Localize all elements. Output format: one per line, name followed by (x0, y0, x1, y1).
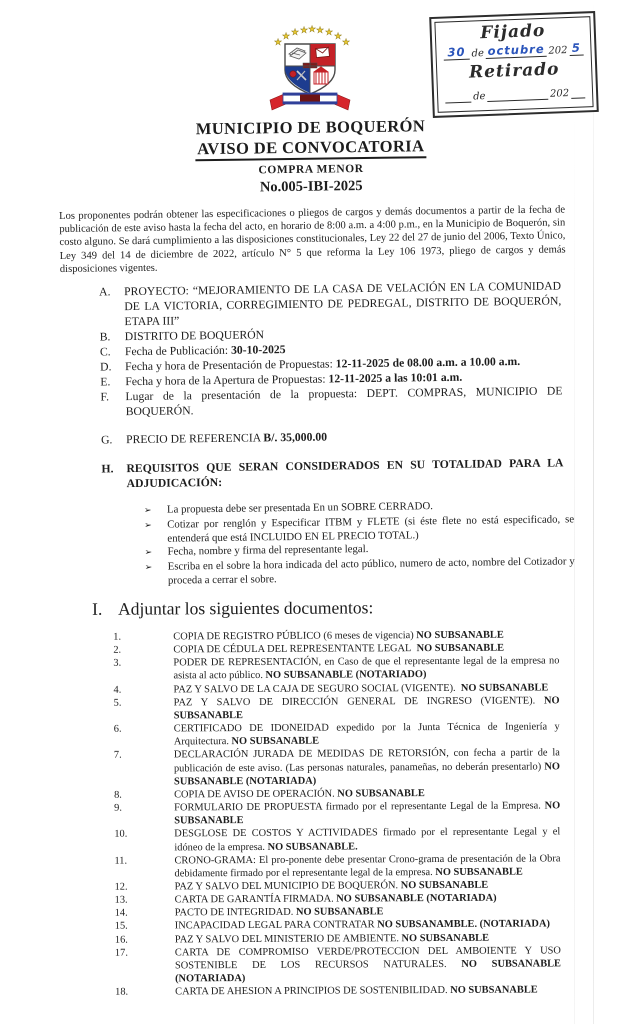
stamp-month-handwritten: octubre (487, 41, 545, 58)
document-item-4: 4. PAZ Y SALVO DE LA CAJA DE SEGURO SOCIAL (VIGENTE). NO SUBSANABLE (113, 682, 549, 696)
stamp-fijado-label: Fijado (479, 20, 546, 44)
lettered-item-d: D. Fecha y hora de Presentación de Propuestas: 12-11-2025 de 08.00 a.m. a 10.00 a.m. (100, 354, 521, 374)
document-header (0, 0, 621, 200)
documents-numbered-list (113, 629, 561, 1000)
document-title: AVISO DE CONVOCATORIA (195, 137, 426, 161)
svg-text:★: ★ (325, 28, 334, 38)
lettered-item-e: E. Fecha y hora de la Apertura de Propuestas: 12-11-2025 a las 10:01 a.m. (100, 370, 463, 389)
document-item-14: 14. PACTO DE INTEGRIDAD. NO SUBSANABLE (114, 906, 384, 920)
stamp-year-digit-handwritten: 5 (569, 40, 584, 56)
document-item-6: 6. CERTIFICADO DE IDONEIDAD expedido por la Junta Técnica de Ingeniería y Arquitectura. NO SUBSANABLE (113, 721, 560, 749)
document-item-3: 3. PODER DE REPRESENTACIÓN, en Caso de que el representante legal de la empresa no asista al acto público. NO SUBSANABLE (NOTARIADO) (113, 656, 560, 683)
svg-text:★: ★ (300, 26, 309, 36)
lettered-item-g: G. PRECIO DE REFERENCIA B/. 35,000.00 (100, 431, 328, 447)
bullet-item: ➢ La propuesta debe ser presentada En un SOBRE CERRADO. (144, 498, 574, 518)
lettered-item-f: F. Lugar de la presentación de la propuesta: DEPT. COMPRAS, MUNICIPIO DE BOQUERÓN. (100, 384, 563, 418)
intro-paragraph: Los proponentes podrán obtener las especificaciones o pliegos de cargos y demás documentos a partir de la fecha de publicación de este aviso hasta la fecha del acto, en horario de 8:00 a.m. a 4:00 p.m., en la Municipio de Boquerón, sin costo alguno. Se dará cumplimiento a las disposiciones constitucionales, Ley 22 del 27 de junio del 2006, Texto Único, Ley 349 del 14 de diciembre de 2022, artículo N° 5 que reforma la Ley 106 1973, pliego de cargos y demás disposiciones vigentes. (59, 204, 566, 276)
document-item-7: 7. DECLARACIÓN JURADA DE MEDIDAS DE RETORSIÓN, con fecha a partir de la publicación de este aviso. (Las personas naturales, panameñas, no deberán presentarlo) NO SUBSANABLE (NOTARIADA) (113, 748, 560, 788)
document-item-12: 12. PAZ Y SALVO DEL MUNICIPIO DE BOQUERÓN. NO SUBSANABLE (114, 880, 489, 894)
section-i-heading: I. Adjuntar los siguientes documentos: (92, 597, 374, 620)
stamp-day-handwritten: 30 (443, 45, 470, 61)
stamp-retirado-label: Retirado (468, 59, 560, 83)
bullet-item: ➢ Cotizar por renglón y Especificar ITBM y FLETE (si éste flete no está especificado, se entenderá que está INCLUIDO EN EL PRECIO TOTAL.) (144, 513, 574, 546)
stamp-year-prefix: 202 (548, 45, 568, 57)
arrow-bullet-icon: ➢ (144, 548, 153, 559)
document-item-11: 11. CRONO-GRAMA: El pro-ponente debe presentar Crono-grama de presentación de la Obra debidamente firmado por el representante legal de la empresa. NO SUBSANABLE (114, 853, 561, 880)
arrow-bullet-icon: ➢ (144, 520, 152, 531)
svg-text:★: ★ (334, 32, 343, 42)
municipality-title: MUNICIPIO DE BOQUERÓN (195, 116, 426, 139)
lettered-item-c: C. Fecha de Publicación: 30-10-2025 (99, 343, 286, 359)
requirements-bullet-list (144, 498, 575, 588)
document-item-18: 18. CARTA DE AHESION A PRINCIPIOS DE SOSTENIBILIDAD. NO SUBSANABLE (115, 985, 538, 999)
lettered-items-list (99, 280, 564, 493)
document-item-15: 15. INCAPACIDAD LEGAL PARA CONTRATAR NO SUBSANAMBLE. (NOTARIADA) (114, 919, 550, 933)
bullet-item: ➢ Escriba en el sobre la hora indicada del acto público, numero de acto, nombre del Cotizador y proceda a cerrar el sobre. (145, 555, 575, 588)
stamp-year-prefix: 202 (549, 88, 570, 100)
document-subtitle: COMPRA MENOR (258, 162, 364, 177)
section-i-title: Adjuntar los siguientes documentos: (118, 597, 374, 620)
document-number: No.005-IBI-2025 (259, 178, 363, 196)
stamp-de-label: de (472, 91, 486, 103)
stamp-de-label: de (471, 48, 485, 60)
svg-text:★: ★ (316, 26, 325, 36)
document-item-10: 10. DESGLOSE DE COSTOS Y ACTIVIDADES firmado por el representante Legal y el idóneo de la empresa. NO SUBSANABLE. (114, 827, 561, 854)
bullet-item: ➢ Fecha, nombre y firma del representante legal. (144, 541, 574, 561)
document-item-16: 16. PAZ Y SALVO DEL MINISTERIO DE AMBIENTE. NO SUBSANABLE (114, 932, 490, 946)
svg-text:★: ★ (282, 32, 291, 42)
svg-text:★: ★ (342, 38, 351, 48)
arrow-bullet-icon: ➢ (143, 506, 152, 517)
document-item-8: 8. COPIA DE AVISO DE OPERACIÓN. NO SUBSANABLE (114, 788, 425, 801)
arrow-bullet-icon: ➢ (144, 562, 153, 573)
lettered-item-a: A. PROYECTO: “MEJORAMIENTO DE LA CASA DE VELACIÓN EN LA COMUNIDAD DE LA VICTORIA, CORREGIMIENTO DE PEDREGAL, DISTRITO DE BOQUERÓN, ETAPA III” (99, 279, 562, 329)
document-item-9: 9. FORMULARIO DE PROPUESTA firmado por el representante Legal de la Empresa. NO SUBSANABLE (114, 800, 561, 827)
document-item-17: 17. CARTA DE COMPROMISO VERDE/PROTECCION DEL AMBOIENTE Y USO SOSTENIBLE DE LOS RECURSOS NATURALES. NO SUBSANABLE (NOTARIADA) (114, 945, 561, 985)
svg-text:★: ★ (274, 38, 283, 48)
document-item-1: 1. COPIA DE REGISTRO PÚBLICO (6 meses de vigencia) NO SUBSANABLE (113, 630, 504, 644)
document-item-13: 13. CARTA DE GARANTÍA FIRMADA. NO SUBSANABLE (NOTARIADA) (114, 893, 497, 907)
svg-text:★: ★ (308, 25, 317, 35)
svg-text:★: ★ (291, 28, 300, 38)
document-item-2: 2. COPIA DE CÉDULA DEL REPRESENTANTE LEGAL NO SUBSANABLE (113, 643, 505, 657)
lettered-item-b: B. DISTRITO DE BOQUERÓN (99, 328, 265, 344)
lettered-item-h: H. REQUISITOS QUE SERAN CONSIDERADOS EN SU TOTALIDAD PARA LA ADJUDICACIÓN: (101, 456, 564, 491)
document-item-5: 5. PAZ Y SALVO DE DIRECCIÓN GENERAL DE INGRESO (VIGENTE). NO SUBSANABLE (113, 695, 560, 722)
